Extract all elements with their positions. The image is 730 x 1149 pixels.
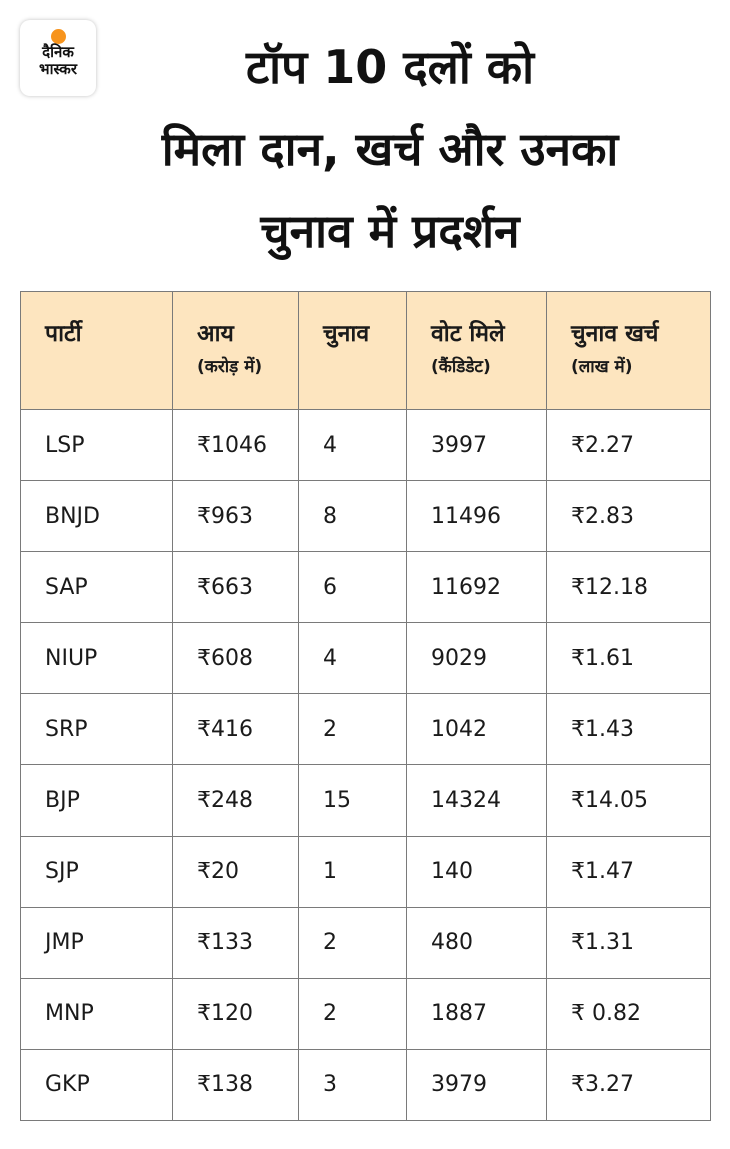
cell-expense: ₹2.27 xyxy=(547,410,711,481)
cell-expense: ₹1.47 xyxy=(547,836,711,907)
header-votes: वोट मिले (कैंडिडेट) xyxy=(407,292,547,410)
cell-income: ₹1046 xyxy=(173,410,299,481)
cell-party: SJP xyxy=(21,836,173,907)
cell-votes: 1042 xyxy=(407,694,547,765)
cell-party: MNP xyxy=(21,978,173,1049)
cell-income: ₹120 xyxy=(173,978,299,1049)
cell-party: LSP xyxy=(21,410,173,481)
table-row xyxy=(21,694,711,765)
cell-party: JMP xyxy=(21,907,173,978)
table-header-row xyxy=(21,292,711,410)
cell-expense: ₹2.83 xyxy=(547,481,711,552)
cell-elections: 2 xyxy=(299,907,407,978)
page-title xyxy=(70,26,710,272)
cell-party: BNJD xyxy=(21,481,173,552)
cell-income: ₹133 xyxy=(173,907,299,978)
table-row xyxy=(21,836,711,907)
table-row xyxy=(21,481,711,552)
header-elections: चुनाव xyxy=(299,292,407,410)
table-row xyxy=(21,765,711,836)
header-party: पार्टी xyxy=(21,292,173,410)
cell-income: ₹608 xyxy=(173,623,299,694)
cell-votes: 9029 xyxy=(407,623,547,694)
cell-elections: 4 xyxy=(299,410,407,481)
logo-text-line1: दैनिक xyxy=(42,43,74,61)
cell-votes: 11692 xyxy=(407,552,547,623)
header-election-expense: चुनाव खर्च (लाख में) xyxy=(547,292,711,410)
header-income: आय (करोड़ में) xyxy=(173,292,299,410)
cell-party: SAP xyxy=(21,552,173,623)
cell-elections: 3 xyxy=(299,1049,407,1120)
cell-votes: 14324 xyxy=(407,765,547,836)
cell-party: BJP xyxy=(21,765,173,836)
sun-icon xyxy=(51,29,66,44)
table-row xyxy=(21,978,711,1049)
cell-party: SRP xyxy=(21,694,173,765)
table-row xyxy=(21,1049,711,1120)
cell-party: GKP xyxy=(21,1049,173,1120)
cell-expense: ₹14.05 xyxy=(547,765,711,836)
cell-elections: 1 xyxy=(299,836,407,907)
title-line1: टॉप 10 दलों को xyxy=(245,40,535,94)
cell-party: NIUP xyxy=(21,623,173,694)
table-row xyxy=(21,552,711,623)
cell-expense: ₹3.27 xyxy=(547,1049,711,1120)
title-line2: मिला दान, खर्च और उनका xyxy=(161,122,619,176)
party-donation-table xyxy=(20,291,711,1121)
cell-votes: 11496 xyxy=(407,481,547,552)
cell-income: ₹963 xyxy=(173,481,299,552)
cell-votes: 1887 xyxy=(407,978,547,1049)
cell-expense: ₹1.61 xyxy=(547,623,711,694)
cell-elections: 2 xyxy=(299,978,407,1049)
cell-elections: 15 xyxy=(299,765,407,836)
table-row xyxy=(21,907,711,978)
cell-income: ₹248 xyxy=(173,765,299,836)
cell-expense: ₹ 0.82 xyxy=(547,978,711,1049)
cell-votes: 3997 xyxy=(407,410,547,481)
cell-income: ₹416 xyxy=(173,694,299,765)
cell-votes: 480 xyxy=(407,907,547,978)
cell-elections: 6 xyxy=(299,552,407,623)
cell-income: ₹663 xyxy=(173,552,299,623)
cell-elections: 8 xyxy=(299,481,407,552)
cell-income: ₹138 xyxy=(173,1049,299,1120)
cell-income: ₹20 xyxy=(173,836,299,907)
cell-expense: ₹12.18 xyxy=(547,552,711,623)
title-line3: चुनाव में प्रदर्शन xyxy=(260,204,520,258)
cell-votes: 140 xyxy=(407,836,547,907)
table-row xyxy=(21,623,711,694)
cell-votes: 3979 xyxy=(407,1049,547,1120)
logo-text-line2: भास्कर xyxy=(39,60,77,78)
table-row xyxy=(21,410,711,481)
cell-elections: 4 xyxy=(299,623,407,694)
cell-elections: 2 xyxy=(299,694,407,765)
cell-expense: ₹1.31 xyxy=(547,907,711,978)
cell-expense: ₹1.43 xyxy=(547,694,711,765)
